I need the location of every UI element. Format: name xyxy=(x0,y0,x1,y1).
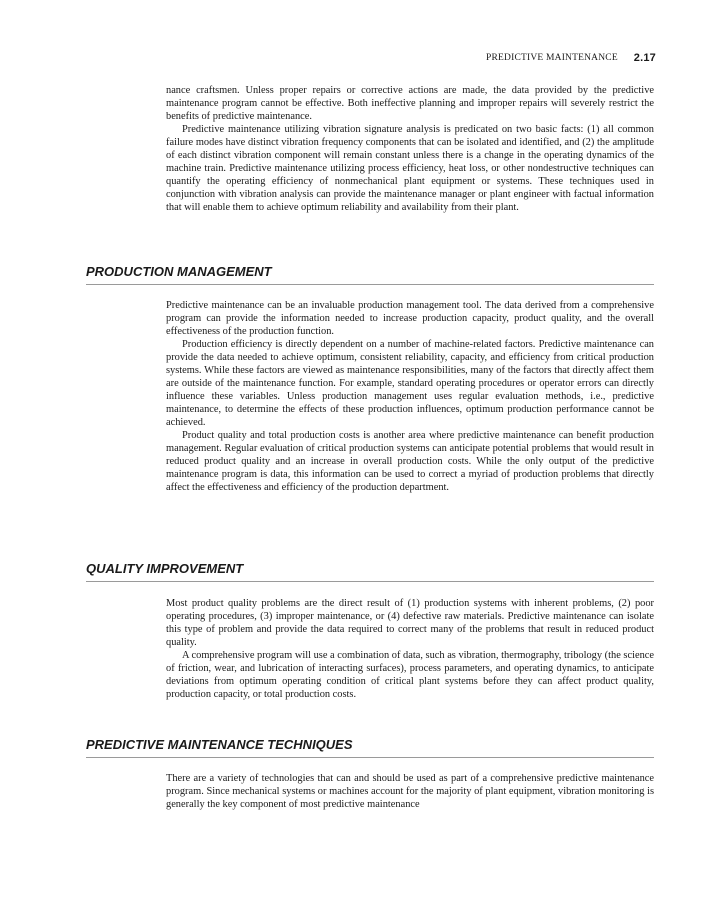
running-head-title: PREDICTIVE MAINTENANCE xyxy=(486,53,618,63)
paragraph: A comprehensive program will use a combination of data, such as vibration, thermography, tribology (the science of friction, wear, and lubrication of interacting surfaces), process parameters, and operating dynamics, to anticipate deviations from optimum operating condition of critical plant systems before they can affect product quality, production capacity, or total production costs. xyxy=(166,650,654,700)
running-head xyxy=(486,52,656,66)
paragraph: Predictive maintenance can be an invaluable production management tool. The data derived from a comprehensive program can provide the information needed to increase production capacity, product quality, and the overall effectiveness of the production function. xyxy=(166,300,654,337)
paragraph: Production efficiency is directly dependent on a number of machine-related factors. Predictive maintenance can provide the data needed to achieve optimum, consistent reliability, capacity, and efficiency from critical production systems. While these factors are viewed as maintenance responsibilities, many of the factors that directly affect them are outside of the maintenance function. For example, standard operating procedures or operator errors can directly influence these variables. Unless production management uses regular evaluation methods, i.e., predictive maintenance, to determine the effects of these production influences, optimum production performance cannot be achieved. xyxy=(166,339,654,428)
paragraph: Product quality and total production costs is another area where predictive maintenance can benefit production management. Regular evaluation of critical production systems can anticipate potential problems that would result in reduced product quality and an increase in overall production costs. While the only output of the predictive maintenance program is data, this information can be used to correct a myriad of production problems that directly affect the effectiveness and efficiency of the production department. xyxy=(166,430,654,493)
section-body-predictive-maintenance-techniques xyxy=(166,772,654,811)
section-heading-production-management: PRODUCTION MANAGEMENT xyxy=(86,264,654,285)
paragraph: Most product quality problems are the direct result of (1) production systems with inherent problems, (2) poor operating procedures, (3) improper maintenance, or (4) defective raw materials. Predictive maintenance can isolate this type of problem and provide the data required to correct many of the problems that result in reduced product quality. xyxy=(166,598,654,648)
paragraph: Predictive maintenance utilizing vibration signature analysis is predicated on two basic facts: (1) all common failure modes have distinct vibration frequency components that can be isolated and identified, and (2) the amplitude of each distinct vibration component will remain constant unless there is a change in the operating dynamics of the machine train. Predictive maintenance utilizing process efficiency, heat loss, or other nondestructive techniques can quantify the operating efficiency of nonmechanical plant equipment or systems. These techniques used in conjunction with vibration analysis can provide the maintenance manager or plant engineer with factual information that will enable them to achieve optimum reliability and availability from their plant. xyxy=(166,124,654,213)
section-heading-predictive-maintenance-techniques: PREDICTIVE MAINTENANCE TECHNIQUES xyxy=(86,737,654,758)
paragraph: There are a variety of technologies that can and should be used as part of a comprehensive predictive maintenance program. Since mechanical systems or machines account for the majority of plant equipment, vibration monitoring is generally the key component of most predictive maintenance xyxy=(166,773,654,810)
section-body-production-management xyxy=(166,299,654,494)
section-body-quality-improvement xyxy=(166,597,654,701)
paragraph: nance craftsmen. Unless proper repairs or corrective actions are made, the data provided by the predictive maintenance program cannot be effective. Both ineffective planning and improper repairs will severely restrict the benefits of predictive maintenance. xyxy=(166,85,654,122)
intro-text xyxy=(166,84,654,214)
section-heading-quality-improvement: QUALITY IMPROVEMENT xyxy=(86,561,654,582)
page-number: 2.17 xyxy=(633,52,656,64)
